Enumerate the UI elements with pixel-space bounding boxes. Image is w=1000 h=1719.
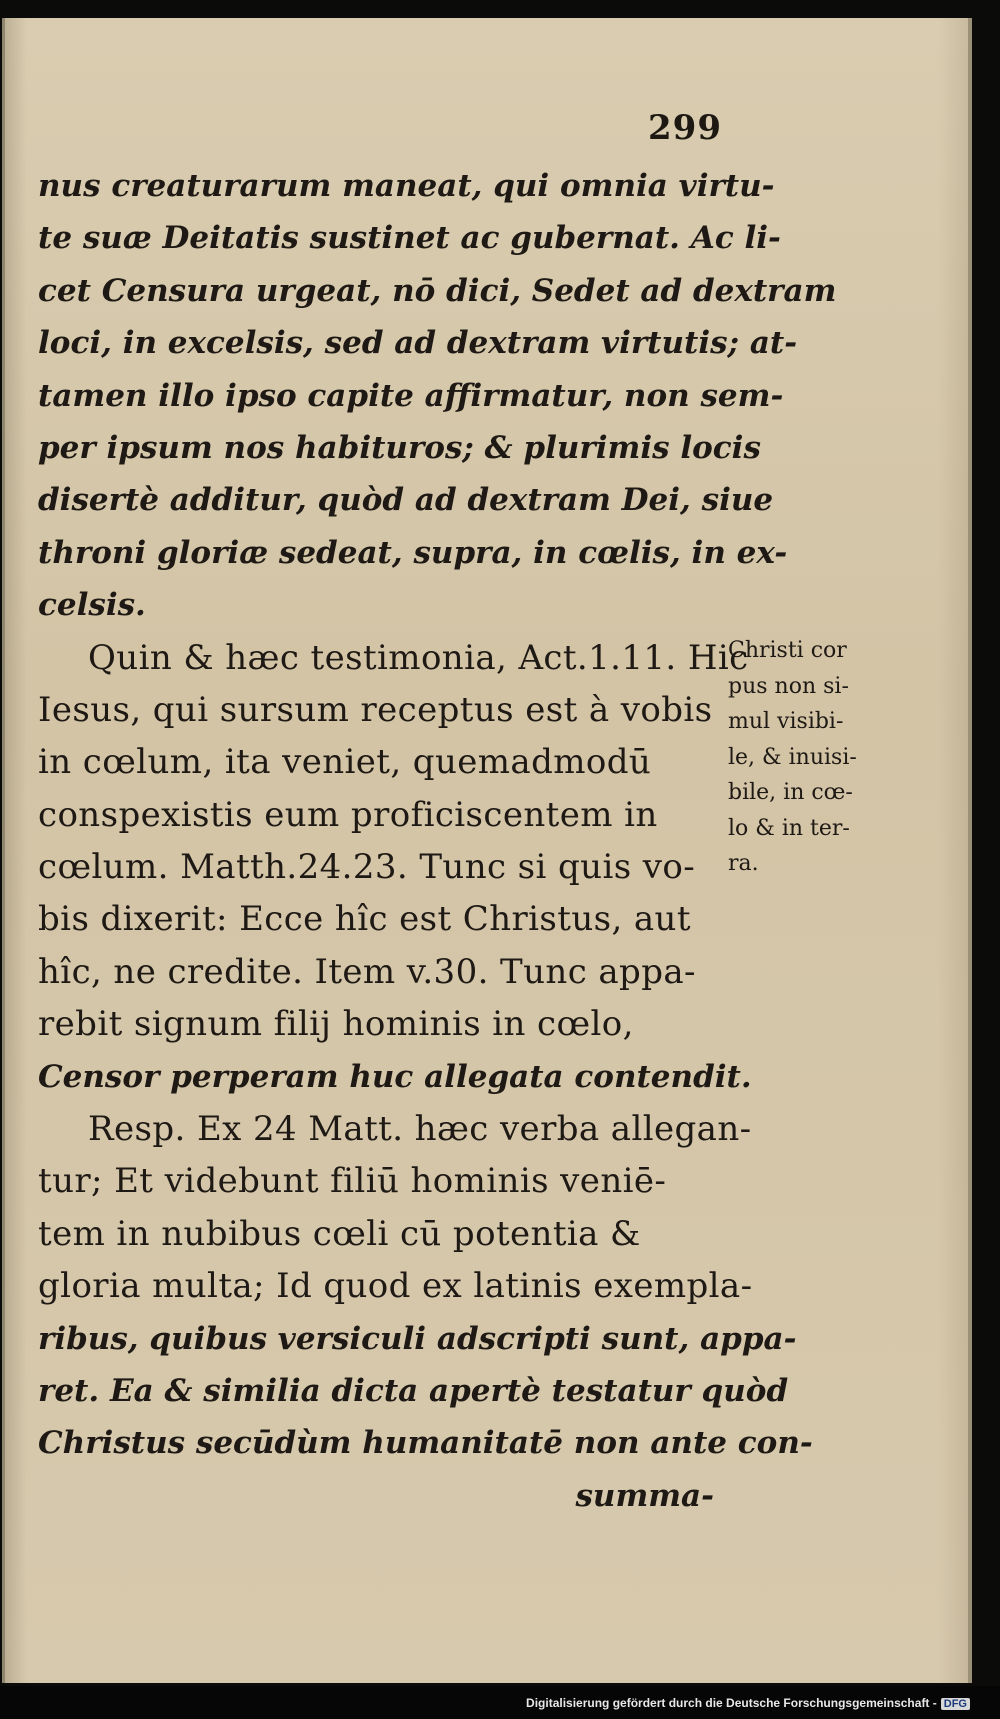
digitization-credit	[526, 1696, 970, 1710]
text-line: tur; Et videbunt filiū hominis veniē-	[38, 1161, 667, 1202]
text-line: tamen illo ipso capite affirmatur, non sem-	[38, 377, 784, 414]
text-line: loci, in excelsis, sed ad dextram virtutis; at-	[38, 325, 798, 362]
paragraph-start-line: Quin & hæc testimonia, Act.1.11. Hic	[88, 637, 749, 678]
margin-note-line: Christi cor	[728, 638, 847, 663]
catchword: summa-	[575, 1477, 714, 1514]
text-line: Censor perperam huc allegata contendit.	[38, 1058, 752, 1095]
text-line: cet Censura urgeat, nō dici, Sedet ad dextram	[38, 272, 837, 309]
text-line: celsis.	[38, 587, 146, 624]
text-line: gloria multa; Id quod ex latinis exempla-	[38, 1266, 753, 1307]
gutter-shadow	[5, 18, 27, 1683]
text-line: nus creaturarum maneat, qui omnia virtu-	[38, 168, 775, 204]
text-line: throni gloriæ sedeat, supra, in cœlis, in ex-	[38, 534, 788, 571]
marginal-note	[728, 633, 888, 882]
text-line: cœlum. Matth.24.23. Tunc si quis vo-	[38, 847, 696, 888]
margin-note-line: ra.	[728, 851, 759, 876]
text-line: Christus secūdùm humanitatē non ante con-	[38, 1425, 813, 1462]
margin-note-line: le, & inuisi-	[728, 744, 857, 770]
text-line: ribus, quibus versiculi adscripti sunt, appa-	[38, 1320, 797, 1357]
page-edge-shadow	[938, 18, 968, 1683]
text-line: hîc, ne credite. Item v.30. Tunc appa-	[38, 951, 696, 992]
text-line: in cœlum, ita veniet, quemadmodū	[38, 742, 652, 783]
text-line: tem in nubibus cœli cū potentia &	[38, 1213, 641, 1254]
text-line: Iesus, qui sursum receptus est à vobis	[38, 689, 713, 730]
credit-text: Digitalisierung gefördert durch die Deutsche Forschungsgemeinschaft -	[526, 1696, 937, 1710]
dfg-logo-icon: DFG	[941, 1698, 970, 1710]
text-line: rebit signum filij hominis in cœlo,	[38, 1004, 634, 1045]
text-line: te suæ Deitatis sustinet ac gubernat. Ac li-	[38, 220, 781, 257]
text-line: ret. Ea & similia dicta apertè testatur quòd	[38, 1372, 789, 1409]
text-line: bis dixerit: Ecce hîc est Christus, aut	[38, 899, 691, 940]
text-line: disertè additur, quòd ad dextram Dei, siue	[38, 482, 774, 519]
text-line: conspexistis eum proficiscentem in	[38, 794, 658, 835]
margin-note-line: pus non si-	[728, 673, 849, 699]
margin-note-line: lo & in ter-	[728, 815, 850, 841]
paragraph-start-line: Resp. Ex 24 Matt. hæc verba allegan-	[88, 1109, 752, 1150]
margin-note-line: bile, in cœ-	[728, 780, 853, 805]
text-line: per ipsum nos habituros; & plurimis locis	[38, 429, 761, 466]
margin-note-line: mul visibi-	[728, 709, 844, 734]
page-number: 299	[648, 108, 722, 148]
